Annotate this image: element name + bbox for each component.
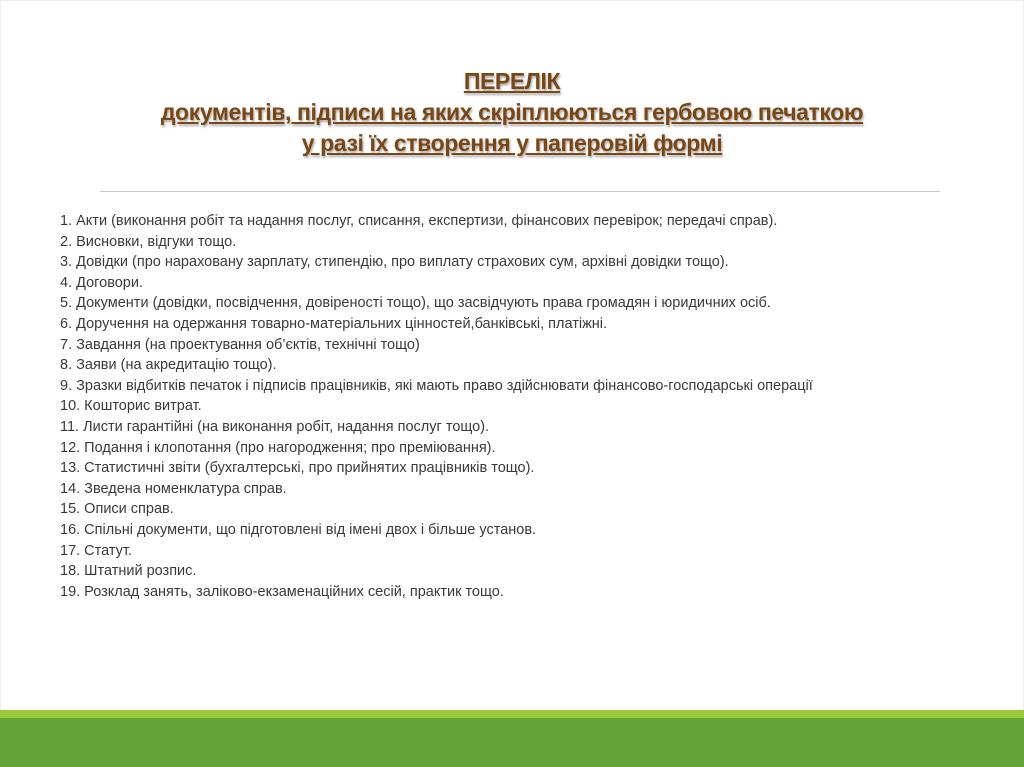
list-item: 19. Розклад занять, заліково-екзаменаційних сесій, практик тощо. — [60, 583, 504, 600]
list-item: 1. Акти (виконання робіт та надання послуг, списання, експертизи, фінансових перевірок; передачі справ). — [60, 213, 778, 229]
list-item: 17. Статут. — [60, 542, 132, 559]
list-item: 10. Кошторис витрат. — [60, 398, 202, 415]
list-item: 5. Документи (довідки, посвідчення, довіреності тощо), що засвідчують права громадян і юридичних осіб. — [60, 295, 771, 312]
slide-title — [40, 66, 984, 159]
list-item: 4. Договори. — [60, 274, 143, 291]
footer-bar-light — [0, 710, 1024, 718]
list-item: 15. Описи справ. — [60, 501, 174, 518]
list-item: 3. Довідки (про нараховану зарплату, стипендію, про виплату страхових сум, архівні довідки тощо). — [60, 254, 729, 271]
list-item: 9. Зразки відбитків печаток і підписів працівників, які мають право здійснювати фінансово-господарські операції — [60, 377, 813, 394]
list-item: 18. Штатний розпис. — [60, 563, 197, 580]
title-line-3: у разі їх створення у паперовій формі — [301, 130, 723, 156]
list-item: 12. Подання і клопотання (про нагородження; про преміювання). — [60, 439, 496, 456]
list-item: 11. Листи гарантійні (на виконання робіт, надання послуг тощо). — [60, 418, 490, 435]
title-line-2: документів, підписи на яких скріплюються гербовою печаткою — [160, 99, 864, 125]
list-item: 2. Висновки, відгуки тощо. — [60, 233, 237, 250]
title-divider — [100, 191, 940, 192]
list-item: 6. Доручення на одержання товарно-матеріальних цінностей,банківські, платіжні. — [60, 315, 608, 332]
list-item: 16. Спільні документи, що підготовлені від імені двох і більше установ. — [60, 521, 537, 538]
footer-bar-dark — [0, 718, 1024, 767]
document-list — [60, 211, 938, 602]
list-item: 7. Завдання (на проектування об’єктів, технічні тощо) — [60, 336, 420, 353]
title-line-1: ПЕРЕЛІК — [463, 68, 561, 94]
list-item: 8. Заяви (на акредитацію тощо). — [60, 357, 277, 374]
list-item: 14. Зведена номенклатура справ. — [60, 480, 287, 497]
list-item: 13. Статистичні звіти (бухгалтерські, про прийнятих працівників тощо). — [60, 460, 535, 477]
